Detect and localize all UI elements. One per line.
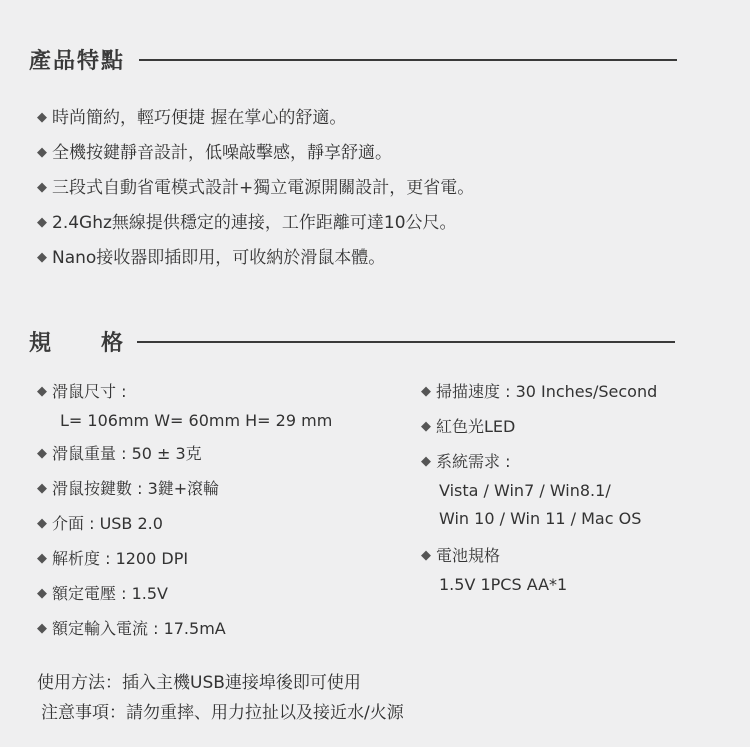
- spec-item: ◆ 滑鼠按鍵數 : 3鍵+滾輪: [37, 474, 332, 509]
- spec-item: ◆ 解析度 : 1200 DPI: [37, 544, 332, 579]
- usage-notes: [37, 668, 404, 728]
- spec-item: ◆ 滑鼠尺寸 : L= 106mm W= 60mm H= 29 mm: [37, 377, 332, 439]
- diamond-bullet-icon: ◆: [37, 145, 47, 160]
- spec-list-right: [421, 377, 657, 611]
- diamond-bullet-icon: ◆: [37, 250, 47, 265]
- spec-item: ◆ 系統需求 : Vista / Win7 / Win8.1/ Win 10 / Win 11 / Mac OS: [421, 447, 657, 541]
- spec-detail: L= 106mm W= 60mm H= 29 mm: [60, 411, 333, 430]
- diamond-bullet-icon: ◆: [37, 481, 47, 496]
- spec-detail: Win 10 / Win 11 / Mac OS: [439, 509, 642, 528]
- diamond-bullet-icon: ◆: [37, 384, 47, 399]
- diamond-bullet-icon: ◆: [37, 551, 47, 566]
- feature-list: [37, 100, 474, 275]
- spec-item: ◆ 額定電壓 : 1.5V: [37, 579, 332, 614]
- diamond-bullet-icon: ◆: [37, 215, 47, 230]
- caution-notes: 注意事項：請勿重摔、用力拉扯以及接近水/火源: [41, 703, 404, 723]
- diamond-bullet-icon: ◆: [37, 446, 47, 461]
- spec-item: ◆ 介面 : USB 2.0: [37, 509, 332, 544]
- diamond-bullet-icon: ◆: [421, 384, 431, 399]
- specs-divider: [137, 341, 675, 343]
- diamond-bullet-icon: ◆: [37, 621, 47, 636]
- specs-title: 規 格: [29, 331, 124, 356]
- specs-heading: [29, 326, 675, 357]
- spec-item: ◆ 電池規格 1.5V 1PCS AA*1: [421, 541, 657, 611]
- spec-detail: Vista / Win7 / Win8.1/: [439, 481, 611, 500]
- spec-item: ◆ 額定輸入電流 : 17.5mA: [37, 614, 332, 649]
- features-title: 產品特點: [29, 49, 126, 74]
- spec-item: ◆ 掃描速度 : 30 Inches/Second: [421, 377, 657, 412]
- diamond-bullet-icon: ◆: [37, 110, 47, 125]
- diamond-bullet-icon: ◆: [37, 586, 47, 601]
- features-divider: [139, 59, 677, 61]
- feature-item: ◆ Nano接收器即插即用，可收納於滑鼠本體。: [37, 240, 474, 275]
- features-heading: [29, 44, 677, 75]
- spec-list-left: [37, 377, 332, 649]
- feature-item: ◆ 全機按鍵靜音設計，低噪敲擊感，靜享舒適。: [37, 135, 474, 170]
- diamond-bullet-icon: ◆: [37, 516, 47, 531]
- diamond-bullet-icon: ◆: [421, 419, 431, 434]
- diamond-bullet-icon: ◆: [421, 454, 431, 469]
- feature-item: ◆ 三段式自動省電模式設計+獨立電源開關設計，更省電。: [37, 170, 474, 205]
- feature-item: ◆ 2.4Ghz無線提供穩定的連接，工作距離可達10公尺。: [37, 205, 474, 240]
- usage-instructions: 使用方法：插入主機USB連接埠後即可使用: [37, 673, 361, 693]
- spec-item: ◆ 滑鼠重量 : 50 ± 3克: [37, 439, 332, 474]
- diamond-bullet-icon: ◆: [37, 180, 47, 195]
- spec-detail: 1.5V 1PCS AA*1: [439, 575, 568, 594]
- feature-item: ◆ 時尚簡約，輕巧便捷 握在掌心的舒適。: [37, 100, 474, 135]
- spec-item: ◆ 紅色光LED: [421, 412, 657, 447]
- diamond-bullet-icon: ◆: [421, 548, 431, 563]
